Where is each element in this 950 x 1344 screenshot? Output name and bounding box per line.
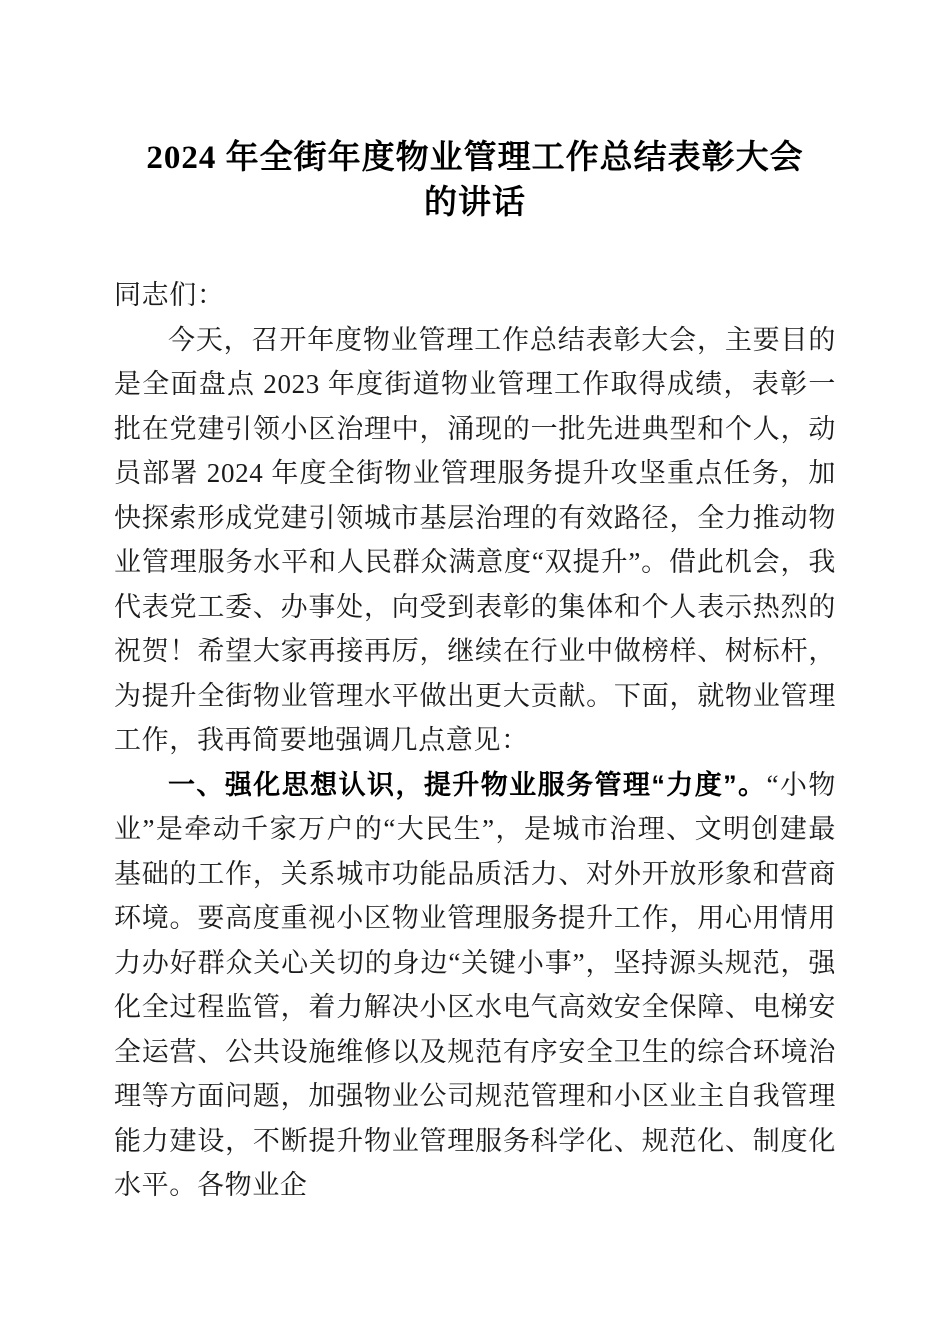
- section-heading: 一、强化思想认识，提升物业服务管理“力度”。: [168, 769, 767, 800]
- document-title: [114, 136, 836, 226]
- salutation-paragraph: 同志们：: [114, 280, 225, 310]
- body-paragraph-1: 今天，召开年度物业管理工作总结表彰大会，主要目的是全面盘点 2023 年度街道物业管理工作取得成绩，表彰一批在党建引领小区治理中，涌现的一批先进典型和个人，动员部署 2024 年度全街物业管理服务提升攻坚重点任务，加快探索形成党建引领城市基层治理的有效路径，全力推动物业管理服务水平和人民群众满意度“双提升”。借此机会，我代表党工委、办事处，向受到表彰的集体和个人表示热烈的祝贺！希望大家再接再厉，继续在行业中做榜样、树标杆，为提升全街物业管理水平做出更大贡献。下面，就物业管理工作，我再简要地强调几点意见：: [114, 324, 836, 755]
- body-paragraph-2: 一、强化思想认识，提升物业服务管理“力度”。“小物业”是牵动千家万户的“大民生”，是城市治理、文明创建最基础的工作，关系城市功能品质活力、对外开放形象和营商环境。要高度重视小区物业管理服务提升工作，用心用情用力办好群众关心关切的身边“关键小事”，坚持源头规范，强化全过程监管，着力解决小区水电气高效安全保障、电梯安全运营、公共设施维修以及规范有序安全卫生的综合环境治理等方面问题，加强物业公司规范管理和小区业主自我管理能力建设，不断提升物业管理服务科学化、规范化、制度化水平。各物业企: [114, 769, 836, 1200]
- document-title-line2: 的讲话: [424, 185, 526, 221]
- document-title-line1: 2024 年全街年度物业管理工作总结表彰大会: [146, 140, 804, 176]
- document-body: [114, 273, 836, 1208]
